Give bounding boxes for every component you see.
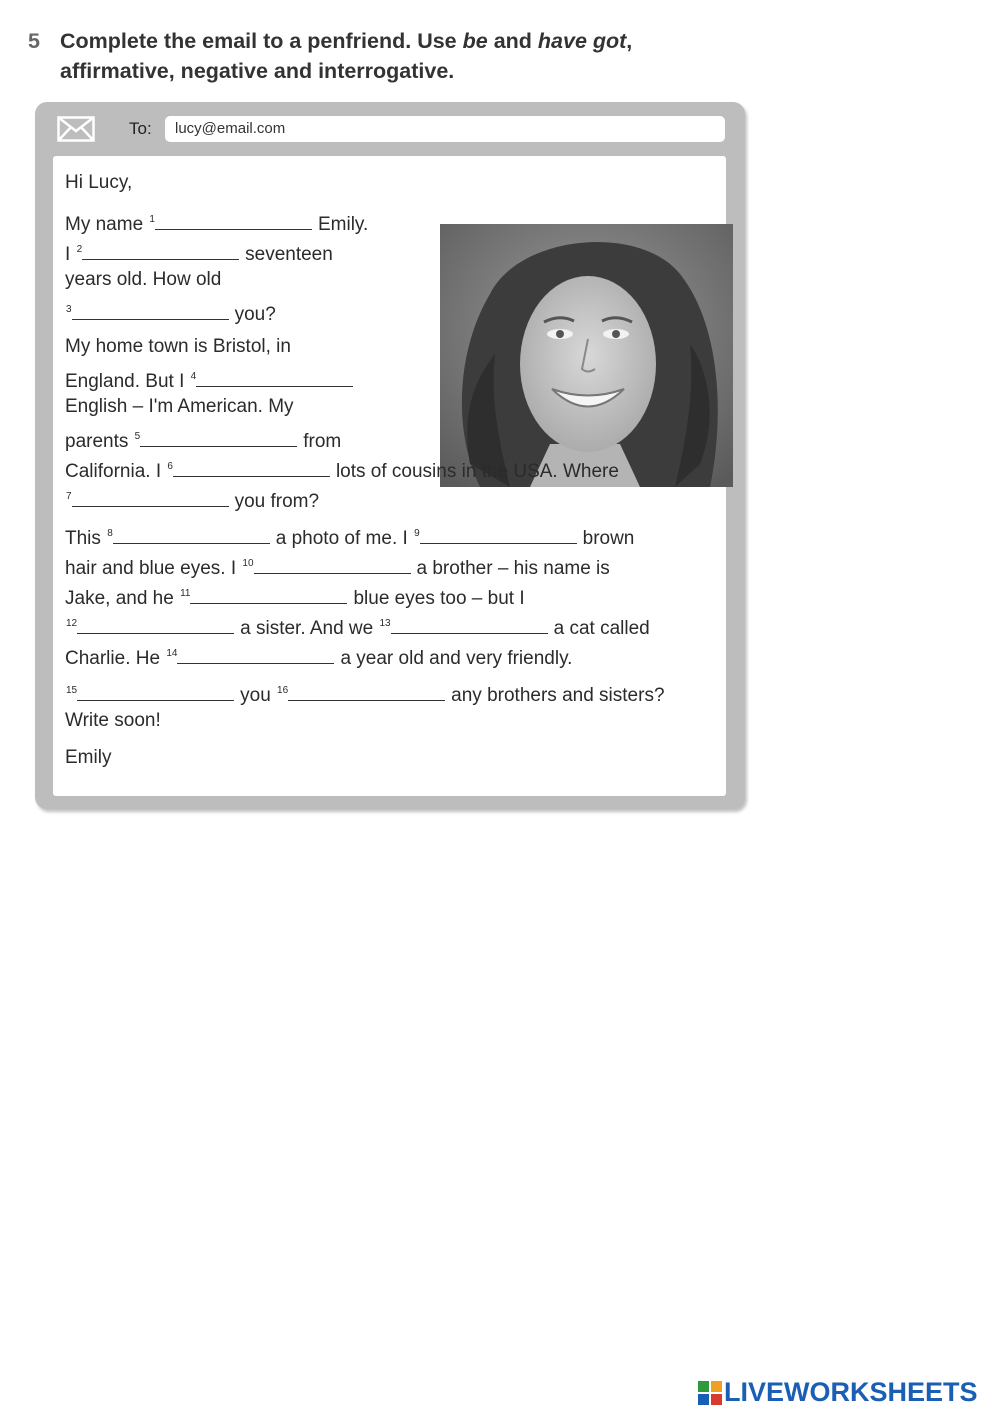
email-line: California. I $^6$ lots of cousins in the USA. Where — [65, 461, 619, 482]
email-line: My home town is Bristol, in — [65, 336, 291, 357]
instruction-text: , — [626, 29, 633, 53]
gap-8[interactable] — [113, 528, 270, 544]
gap-4[interactable] — [196, 371, 353, 387]
email-line: Jake, and he $^{11}$ blue eyes too – but I — [65, 588, 525, 609]
gap-5[interactable] — [140, 431, 297, 447]
gap-9[interactable] — [420, 528, 577, 544]
email-line: My name $^1$ Emily. — [65, 214, 369, 235]
gap-2[interactable] — [82, 244, 239, 260]
email-greeting: Hi Lucy, — [65, 172, 133, 193]
email-line: English – I'm American. My — [65, 396, 294, 417]
email-line: hair and blue eyes. I $^{10}$ a brother – his name is — [65, 558, 610, 579]
gap-15[interactable] — [77, 685, 234, 701]
email-line: parents $^5$ from — [65, 431, 342, 452]
portrait-photo — [440, 224, 733, 487]
gap-11[interactable] — [190, 588, 347, 604]
instruction-text: affirmative, negative and interrogative. — [60, 59, 455, 83]
instruction-word-be: be — [462, 29, 488, 53]
email-line: years old. How old — [65, 269, 222, 290]
envelope-icon — [57, 116, 95, 142]
gap-13[interactable] — [391, 618, 548, 634]
exercise-number: 5 — [28, 29, 40, 53]
email-line: I $^2$ seventeen — [65, 244, 333, 265]
to-label: To: — [129, 119, 152, 138]
gap-1[interactable] — [155, 214, 312, 230]
gap-16[interactable] — [288, 685, 445, 701]
email-line: $^3$ you? — [66, 304, 276, 325]
instruction-text: and — [487, 29, 538, 53]
gap-14[interactable] — [177, 648, 334, 664]
email-line: England. But I $^4$ — [65, 365, 359, 394]
email-line: $^{12}$ a sister. And we $^{13}$ a cat called — [66, 618, 650, 639]
instruction-text: Complete the email to a penfriend. Use — [60, 29, 463, 53]
email-line: This $^8$ a photo of me. I $^9$ brown — [65, 528, 635, 549]
gap-3[interactable] — [72, 304, 229, 320]
gap-6[interactable] — [173, 461, 330, 477]
liveworksheets-text: LIVEWORKSHEETS — [724, 1377, 978, 1407]
email-line: $^{15}$ you $^{16}$ any brothers and sisters? — [66, 685, 665, 706]
email-signature: Emily — [65, 747, 112, 768]
email-closing: Write soon! — [65, 710, 161, 731]
gap-12[interactable] — [77, 618, 234, 634]
email-line: Charlie. He $^{14}$ a year old and very friendly. — [65, 648, 573, 669]
instruction-word-have-got: have got — [537, 29, 627, 53]
email-line: $^7$ you from? — [66, 491, 320, 512]
liveworksheets-icon — [698, 1381, 722, 1405]
gap-7[interactable] — [72, 491, 229, 507]
to-address-field[interactable]: lucy@email.com — [165, 116, 725, 142]
gap-10[interactable] — [254, 558, 411, 574]
